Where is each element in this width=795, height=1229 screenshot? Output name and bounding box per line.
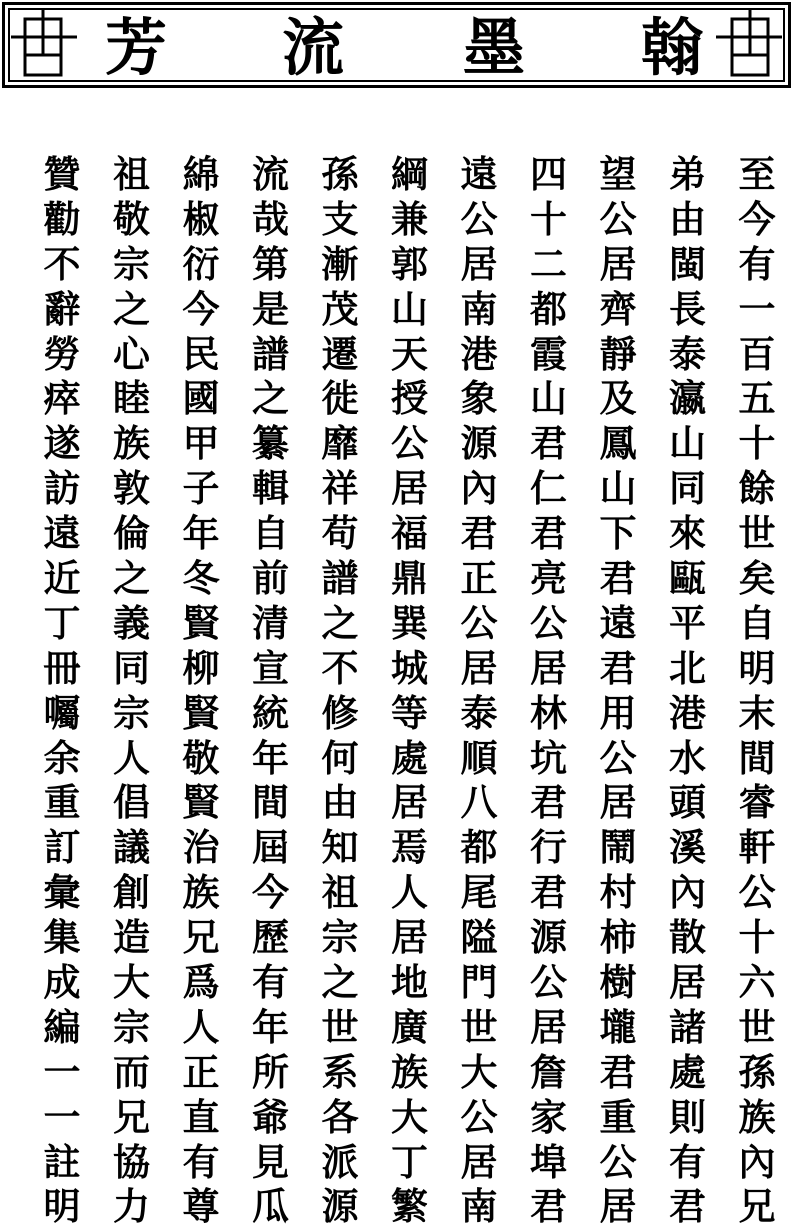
text-char: 敬: [182, 735, 220, 780]
text-char: 年: [252, 1004, 289, 1049]
text-char: 一: [43, 1094, 81, 1139]
text-char: 宗: [113, 241, 150, 286]
text-char: 遷: [321, 331, 359, 376]
text-char: 何: [321, 735, 359, 780]
text-char: 十: [530, 196, 567, 241]
text-char: 辭: [43, 286, 81, 331]
text-char: 公: [460, 600, 498, 645]
text-char: 遠: [599, 600, 637, 645]
text-char: 尾: [460, 870, 498, 915]
text-char: 十: [738, 421, 776, 466]
text-char: 歷: [252, 915, 289, 960]
text-char: 居: [460, 241, 498, 286]
text-char: 南: [460, 286, 498, 331]
text-char: 世: [738, 511, 776, 556]
text-char: 苟: [321, 511, 359, 556]
text-char: 霞: [530, 331, 567, 376]
text-char: 順: [460, 735, 498, 780]
text-char: 坑: [530, 735, 567, 780]
text-column: [387, 152, 433, 1229]
text-char: 爲: [182, 960, 220, 1005]
text-char: 修: [321, 690, 359, 735]
text-char: 丁: [43, 600, 81, 645]
text-char: 靡: [321, 421, 359, 466]
text-char: 由: [321, 780, 359, 825]
text-char: 近: [43, 556, 81, 601]
text-char: 家: [530, 1094, 567, 1139]
text-char: 重: [599, 1094, 637, 1139]
text-char: 林: [530, 690, 567, 735]
text-char: 譜: [321, 556, 359, 601]
text-char: 之: [252, 376, 289, 421]
text-char: 樹: [599, 960, 637, 1005]
text-char: 公: [530, 960, 567, 1005]
text-char: 衍: [182, 241, 220, 286]
text-char: 間: [252, 780, 289, 825]
text-char: 散: [669, 915, 706, 960]
text-char: 行: [530, 825, 567, 870]
text-char: 宣: [252, 645, 289, 690]
text-char: 而: [113, 1049, 150, 1094]
text-char: 閩: [669, 241, 706, 286]
text-char: 編: [43, 1004, 81, 1049]
text-char: 纂: [252, 421, 289, 466]
text-char: 年: [182, 511, 220, 556]
text-char: 居: [599, 1184, 637, 1229]
text-char: 居: [530, 645, 567, 690]
title-char-3: 墨: [463, 11, 526, 84]
text-char: 人: [113, 735, 150, 780]
text-char: 軒: [738, 825, 776, 870]
text-char: 大: [391, 1094, 428, 1139]
text-char: 村: [599, 870, 637, 915]
text-char: 港: [460, 331, 498, 376]
text-char: 宗: [321, 915, 359, 960]
title-char-4: 翰: [641, 11, 704, 84]
text-char: 不: [43, 241, 81, 286]
text-char: 君: [669, 1184, 706, 1229]
text-char: 居: [530, 1004, 567, 1049]
text-char: 之: [113, 286, 150, 331]
text-char: 兄: [182, 915, 220, 960]
text-char: 今: [182, 286, 220, 331]
text-char: 成: [43, 960, 81, 1005]
text-char: 港: [669, 690, 706, 735]
text-char: 亮: [530, 556, 567, 601]
text-char: 源: [321, 1184, 359, 1229]
vertical-text-body: [28, 152, 780, 1229]
text-char: 鬧: [599, 825, 637, 870]
text-char: 弟: [669, 152, 706, 196]
text-char: 泰: [669, 331, 706, 376]
text-char: 綿: [182, 152, 220, 196]
text-char: 綱: [391, 152, 428, 196]
text-char: 賢: [182, 600, 220, 645]
text-char: 支: [321, 196, 359, 241]
fret-ornament-icon: [716, 9, 782, 81]
text-char: 大: [113, 960, 150, 1005]
text-column: [734, 152, 780, 1229]
text-char: 諸: [669, 1004, 706, 1049]
text-char: 族: [391, 1049, 428, 1094]
text-char: 人: [182, 1004, 220, 1049]
text-char: 瀛: [669, 376, 706, 421]
text-char: 創: [113, 870, 150, 915]
text-char: 長: [669, 286, 706, 331]
text-char: 前: [252, 556, 289, 601]
text-char: 系: [321, 1049, 359, 1094]
text-char: 屆: [252, 825, 289, 870]
text-char: 贊: [43, 152, 81, 196]
text-char: 柿: [599, 915, 637, 960]
text-char: 祖: [113, 152, 150, 196]
text-char: 泰: [460, 690, 498, 735]
text-char: 同: [113, 645, 150, 690]
text-char: 輯: [252, 466, 289, 511]
text-char: 自: [738, 600, 776, 645]
text-char: 瓜: [252, 1184, 289, 1229]
text-char: 祖: [321, 870, 359, 915]
text-char: 象: [460, 376, 498, 421]
text-char: 世: [460, 1004, 498, 1049]
text-char: 內: [738, 1139, 776, 1184]
text-column: [178, 152, 224, 1229]
text-char: 水: [669, 735, 706, 780]
text-char: 宗: [113, 690, 150, 735]
text-char: 今: [252, 870, 289, 915]
text-char: 子: [182, 466, 220, 511]
text-column: [39, 152, 85, 1229]
text-char: 處: [669, 1049, 706, 1094]
text-char: 統: [252, 690, 289, 735]
text-char: 余: [43, 735, 81, 780]
text-char: 力: [113, 1184, 150, 1229]
text-char: 勸: [43, 196, 81, 241]
text-char: 授: [391, 376, 428, 421]
text-char: 及: [599, 376, 637, 421]
text-char: 睿: [738, 780, 776, 825]
text-char: 倡: [113, 780, 150, 825]
text-char: 百: [738, 331, 776, 376]
text-char: 勞: [43, 331, 81, 376]
text-char: 天: [391, 331, 428, 376]
text-char: 平: [669, 600, 706, 645]
text-char: 集: [43, 915, 81, 960]
text-char: 仁: [530, 466, 567, 511]
text-char: 城: [391, 645, 428, 690]
text-char: 末: [738, 690, 776, 735]
text-char: 治: [182, 825, 220, 870]
text-char: 人: [391, 870, 428, 915]
text-char: 山: [391, 286, 428, 331]
text-column: [248, 152, 294, 1229]
text-char: 四: [530, 152, 567, 196]
text-char: 正: [182, 1049, 220, 1094]
text-char: 見: [252, 1139, 289, 1184]
text-char: 頭: [669, 780, 706, 825]
text-char: 囑: [43, 690, 81, 735]
text-char: 孫: [321, 152, 359, 196]
text-char: 派: [321, 1139, 359, 1184]
title-char-2: 流: [282, 11, 345, 84]
text-char: 居: [391, 915, 428, 960]
text-char: 冊: [43, 645, 81, 690]
text-char: 公: [460, 1094, 498, 1139]
text-char: 訂: [43, 825, 81, 870]
text-char: 有: [669, 1139, 706, 1184]
text-char: 靜: [599, 331, 637, 376]
text-char: 一: [738, 286, 776, 331]
text-char: 造: [113, 915, 150, 960]
text-char: 直: [182, 1094, 220, 1139]
text-char: 內: [669, 870, 706, 915]
text-char: 詹: [530, 1049, 567, 1094]
text-char: 繁: [391, 1184, 428, 1229]
text-char: 居: [391, 466, 428, 511]
text-char: 族: [113, 421, 150, 466]
text-char: 君: [530, 1184, 567, 1229]
fret-ornament-icon: [11, 9, 77, 81]
text-char: 居: [460, 1139, 498, 1184]
text-char: 敦: [113, 466, 150, 511]
text-char: 門: [460, 960, 498, 1005]
text-char: 世: [321, 1004, 359, 1049]
text-char: 同: [669, 466, 706, 511]
text-char: 茂: [321, 286, 359, 331]
text-char: 君: [599, 645, 637, 690]
text-char: 居: [599, 241, 637, 286]
text-char: 椒: [182, 196, 220, 241]
text-char: 明: [738, 645, 776, 690]
text-char: 正: [460, 556, 498, 601]
text-char: 十: [738, 915, 776, 960]
text-char: 民: [182, 331, 220, 376]
text-char: 所: [252, 1049, 289, 1094]
text-char: 山: [599, 466, 637, 511]
text-column: [109, 152, 155, 1229]
text-char: 都: [460, 825, 498, 870]
text-char: 巽: [391, 600, 428, 645]
text-char: 源: [530, 915, 567, 960]
text-char: 君: [530, 780, 567, 825]
text-char: 遠: [460, 152, 498, 196]
text-char: 柳: [182, 645, 220, 690]
text-char: 哉: [252, 196, 289, 241]
text-char: 一: [43, 1049, 81, 1094]
text-char: 賢: [182, 690, 220, 735]
text-char: 溪: [669, 825, 706, 870]
text-column: [526, 152, 572, 1229]
text-char: 間: [738, 735, 776, 780]
text-char: 隘: [460, 915, 498, 960]
text-char: 自: [252, 511, 289, 556]
text-char: 國: [182, 376, 220, 421]
text-char: 兄: [738, 1184, 776, 1229]
text-char: 處: [391, 735, 428, 780]
text-char: 內: [460, 466, 498, 511]
text-char: 族: [182, 870, 220, 915]
text-char: 兄: [113, 1094, 150, 1139]
text-char: 北: [669, 645, 706, 690]
text-char: 鳳: [599, 421, 637, 466]
text-char: 冬: [182, 556, 220, 601]
text-char: 不: [321, 645, 359, 690]
text-char: 福: [391, 511, 428, 556]
text-char: 漸: [321, 241, 359, 286]
text-char: 祥: [321, 466, 359, 511]
text-char: 則: [669, 1094, 706, 1139]
text-char: 今: [738, 196, 776, 241]
text-char: 瘁: [43, 376, 81, 421]
text-char: 甌: [669, 556, 706, 601]
text-char: 壠: [599, 1004, 637, 1049]
title-char-1: 芳: [105, 11, 168, 84]
text-char: 公: [391, 421, 428, 466]
text-char: 居: [599, 780, 637, 825]
text-column: [665, 152, 711, 1229]
text-char: 宗: [113, 1004, 150, 1049]
text-char: 源: [460, 421, 498, 466]
text-char: 居: [669, 960, 706, 1005]
text-char: 之: [321, 600, 359, 645]
text-char: 睦: [113, 376, 150, 421]
text-char: 議: [113, 825, 150, 870]
text-char: 丁: [391, 1139, 428, 1184]
text-char: 鼎: [391, 556, 428, 601]
text-char: 公: [530, 600, 567, 645]
text-char: 餘: [738, 466, 776, 511]
text-char: 世: [738, 1004, 776, 1049]
text-char: 由: [669, 196, 706, 241]
text-char: 君: [530, 421, 567, 466]
text-char: 兼: [391, 196, 428, 241]
text-char: 族: [738, 1094, 776, 1139]
text-char: 都: [530, 286, 567, 331]
text-char: 至: [738, 152, 776, 196]
text-char: 居: [460, 645, 498, 690]
text-char: 明: [43, 1184, 81, 1229]
text-char: 八: [460, 780, 498, 825]
text-char: 公: [599, 196, 637, 241]
text-char: 第: [252, 241, 289, 286]
text-char: 註: [43, 1139, 81, 1184]
text-char: 君: [599, 1049, 637, 1094]
text-char: 來: [669, 511, 706, 556]
text-char: 清: [252, 600, 289, 645]
text-char: 埠: [530, 1139, 567, 1184]
text-char: 年: [252, 735, 289, 780]
text-char: 六: [738, 960, 776, 1005]
text-char: 遂: [43, 421, 81, 466]
title-banner: [2, 2, 791, 88]
text-char: 有: [182, 1139, 220, 1184]
text-char: 公: [599, 1139, 637, 1184]
text-char: 之: [321, 960, 359, 1005]
text-char: 是: [252, 286, 289, 331]
text-char: 廣: [391, 1004, 428, 1049]
text-char: 地: [391, 960, 428, 1005]
text-char: 君: [530, 870, 567, 915]
text-char: 君: [599, 556, 637, 601]
text-char: 下: [599, 511, 637, 556]
text-char: 郭: [391, 241, 428, 286]
text-char: 重: [43, 780, 81, 825]
text-char: 知: [321, 825, 359, 870]
text-char: 望: [599, 152, 637, 196]
text-char: 義: [113, 600, 150, 645]
text-column: [317, 152, 363, 1229]
text-char: 山: [530, 376, 567, 421]
text-char: 等: [391, 690, 428, 735]
text-char: 五: [738, 376, 776, 421]
text-char: 譜: [252, 331, 289, 376]
text-char: 齊: [599, 286, 637, 331]
text-char: 敬: [113, 196, 150, 241]
text-char: 公: [460, 196, 498, 241]
text-char: 尊: [182, 1184, 220, 1229]
text-column: [595, 152, 641, 1229]
text-char: 協: [113, 1139, 150, 1184]
text-char: 倫: [113, 511, 150, 556]
text-char: 公: [599, 735, 637, 780]
text-char: 二: [530, 241, 567, 286]
text-char: 訪: [43, 466, 81, 511]
text-char: 君: [460, 511, 498, 556]
text-char: 居: [391, 780, 428, 825]
text-char: 南: [460, 1184, 498, 1229]
text-char: 公: [738, 870, 776, 915]
text-char: 心: [113, 331, 150, 376]
text-char: 各: [321, 1094, 359, 1139]
text-char: 君: [530, 511, 567, 556]
text-char: 有: [738, 241, 776, 286]
text-char: 甲: [182, 421, 220, 466]
text-char: 遠: [43, 511, 81, 556]
text-char: 流: [252, 152, 289, 196]
text-char: 焉: [391, 825, 428, 870]
text-char: 矣: [738, 556, 776, 601]
text-char: 有: [252, 960, 289, 1005]
text-char: 賢: [182, 780, 220, 825]
text-column: [456, 152, 502, 1229]
text-char: 孫: [738, 1049, 776, 1094]
text-char: 之: [113, 556, 150, 601]
text-char: 彙: [43, 870, 81, 915]
text-char: 用: [599, 690, 637, 735]
text-char: 大: [460, 1049, 498, 1094]
text-char: 山: [669, 421, 706, 466]
text-char: 徙: [321, 376, 359, 421]
text-char: 爺: [252, 1094, 289, 1139]
